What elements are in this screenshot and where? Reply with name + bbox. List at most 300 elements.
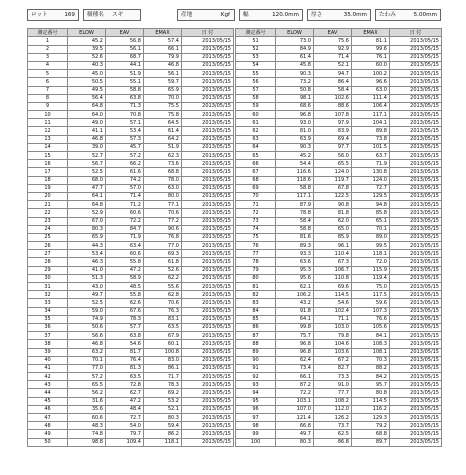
cell-eav: 60.6 <box>106 209 144 217</box>
cell-emax: 59.6 <box>352 299 390 307</box>
cell-elow: 56.6 <box>68 332 106 340</box>
cell-elow: 40.3 <box>68 61 106 69</box>
cell-elow: 103.1 <box>276 397 314 405</box>
table-right-header <box>236 29 442 37</box>
cell-elow: 66.8 <box>276 422 314 430</box>
cell-date: 2013/05/15 <box>390 111 442 119</box>
cell-emax: 70.1 <box>352 225 390 233</box>
cell-eav: 54.0 <box>106 422 144 430</box>
cell-eav: 55.8 <box>106 258 144 266</box>
cell-eav: 85.9 <box>314 233 352 241</box>
table-row <box>236 152 442 160</box>
cell-number: 58 <box>236 94 276 102</box>
cell-eav: 63.5 <box>106 373 144 381</box>
cell-number: 97 <box>236 414 276 422</box>
width-value: 120.0mm <box>272 12 299 18</box>
cell-date: 2013/05/15 <box>182 315 234 323</box>
cell-elow: 56.7 <box>68 160 106 168</box>
cell-date: 2013/05/15 <box>182 94 234 102</box>
measurement-sheet <box>27 9 441 447</box>
cell-date: 2013/05/15 <box>182 61 234 69</box>
cell-eav: 86.4 <box>314 78 352 86</box>
cell-eav: 57.3 <box>106 135 144 143</box>
cell-date: 2013/05/15 <box>390 323 442 331</box>
cell-date: 2013/05/15 <box>182 266 234 274</box>
cell-emax: 86.2 <box>144 430 182 438</box>
table-row <box>28 111 234 119</box>
table-row <box>236 397 442 405</box>
deflection-value: 5.00mm <box>413 12 437 18</box>
cell-emax: 72.0 <box>352 258 390 266</box>
cell-emax: 69.3 <box>144 250 182 258</box>
cell-date: 2013/05/15 <box>390 266 442 274</box>
cell-emax: 84.1 <box>352 332 390 340</box>
cell-number: 22 <box>28 209 68 217</box>
table-row <box>28 135 234 143</box>
cell-eav: 48.5 <box>106 283 144 291</box>
table-row <box>236 233 442 241</box>
table-row <box>28 37 234 45</box>
cell-number: 84 <box>236 307 276 315</box>
cell-eav: 63.4 <box>106 242 144 250</box>
cell-emax: 63.0 <box>144 184 182 192</box>
table-row <box>28 176 234 184</box>
cell-elow: 77.0 <box>68 364 106 372</box>
cell-date: 2013/05/15 <box>182 250 234 258</box>
cell-date: 2013/05/15 <box>182 397 234 405</box>
cell-date: 2013/05/15 <box>182 135 234 143</box>
cell-eav: 106.7 <box>314 266 352 274</box>
cell-emax: 70.0 <box>144 94 182 102</box>
cell-emax: 117.5 <box>352 291 390 299</box>
table-row <box>236 291 442 299</box>
cell-elow: 96.8 <box>276 348 314 356</box>
cell-emax: 76.1 <box>352 53 390 61</box>
cell-emax: 76.6 <box>352 315 390 323</box>
cell-number: 52 <box>236 45 276 53</box>
cell-eav: 73.3 <box>314 373 352 381</box>
cell-elow: 45.0 <box>68 70 106 78</box>
cell-date: 2013/05/15 <box>182 274 234 282</box>
cell-number: 56 <box>236 78 276 86</box>
cell-emax: 78.3 <box>144 381 182 389</box>
table-row <box>28 438 234 446</box>
cell-elow: 45.2 <box>276 152 314 160</box>
table-row <box>28 45 234 53</box>
cell-eav: 71.2 <box>106 201 144 209</box>
cell-date: 2013/05/15 <box>390 127 442 135</box>
cell-number: 17 <box>28 168 68 176</box>
cell-number: 86 <box>236 323 276 331</box>
cell-eav: 71.1 <box>314 315 352 323</box>
table-row <box>236 37 442 45</box>
cell-emax: 51.9 <box>144 143 182 151</box>
cell-date: 2013/05/15 <box>390 135 442 143</box>
table-left <box>27 28 234 447</box>
cell-emax: 66.1 <box>144 45 182 53</box>
table-row <box>28 307 234 315</box>
cell-elow: 73.0 <box>276 37 314 45</box>
cell-elow: 84.9 <box>276 45 314 53</box>
table-row <box>28 397 234 405</box>
table-row <box>236 422 442 430</box>
cell-eav: 58.8 <box>106 86 144 94</box>
cell-date: 2013/05/15 <box>182 152 234 160</box>
cell-eav: 72.8 <box>106 381 144 389</box>
cell-number: 75 <box>236 233 276 241</box>
table-row <box>28 102 234 110</box>
cell-date: 2013/05/15 <box>182 364 234 372</box>
cell-eav: 52.1 <box>314 61 352 69</box>
cell-elow: 90.3 <box>276 70 314 78</box>
cell-emax: 85.8 <box>352 209 390 217</box>
table-row <box>236 53 442 61</box>
table-row <box>236 364 442 372</box>
cell-elow: 60.6 <box>68 414 106 422</box>
table-row <box>28 266 234 274</box>
cell-elow: 49.7 <box>276 430 314 438</box>
table-row <box>236 315 442 323</box>
table-row <box>236 94 442 102</box>
table-row <box>236 438 442 446</box>
table-row <box>28 405 234 413</box>
cell-eav: 102.6 <box>314 94 352 102</box>
cell-emax: 90.6 <box>144 225 182 233</box>
cell-elow: 99.8 <box>276 323 314 331</box>
cell-eav: 44.1 <box>106 61 144 69</box>
cell-eav: 68.7 <box>106 53 144 61</box>
cell-elow: 121.4 <box>276 414 314 422</box>
table-row <box>28 315 234 323</box>
table-row <box>28 274 234 282</box>
cell-elow: 56.2 <box>68 389 106 397</box>
cell-number: 73 <box>236 217 276 225</box>
cell-date: 2013/05/15 <box>182 258 234 266</box>
col-header-emax: EMAX <box>144 29 182 37</box>
cell-emax: 118.1 <box>352 250 390 258</box>
cell-eav: 94.7 <box>314 70 352 78</box>
cell-emax: 89.7 <box>352 438 390 446</box>
cell-eav: 74.2 <box>106 176 144 184</box>
cell-elow: 41.0 <box>68 266 106 274</box>
cell-date: 2013/05/15 <box>182 414 234 422</box>
cell-eav: 81.8 <box>314 209 352 217</box>
cell-number: 29 <box>28 266 68 274</box>
species-label: 樹種名 <box>87 12 104 18</box>
cell-number: 38 <box>28 340 68 348</box>
cell-date: 2013/05/15 <box>390 168 442 176</box>
cell-emax: 65.1 <box>352 217 390 225</box>
thickness-label: 厚さ <box>311 12 323 18</box>
table-row <box>28 184 234 192</box>
table-row <box>28 414 234 422</box>
cell-elow: 61.4 <box>276 53 314 61</box>
cell-eav: 65.5 <box>314 160 352 168</box>
cell-emax: 62.8 <box>144 291 182 299</box>
table-row <box>236 250 442 258</box>
cell-date: 2013/05/15 <box>390 37 442 45</box>
cell-emax: 60.1 <box>144 340 182 348</box>
col-header-eav: EAV <box>106 29 144 37</box>
table-row <box>28 86 234 94</box>
cell-emax: 62.3 <box>144 152 182 160</box>
cell-date: 2013/05/15 <box>182 37 234 45</box>
table-row <box>28 340 234 348</box>
cell-number: 77 <box>236 250 276 258</box>
cell-elow: 98.8 <box>68 438 106 446</box>
cell-elow: 31.6 <box>68 397 106 405</box>
cell-emax: 117.1 <box>352 111 390 119</box>
cell-date: 2013/05/15 <box>182 438 234 446</box>
cell-emax: 108.1 <box>352 348 390 356</box>
cell-elow: 63.2 <box>68 348 106 356</box>
cell-date: 2013/05/15 <box>182 422 234 430</box>
cell-emax: 59.4 <box>144 422 182 430</box>
cell-eav: 51.9 <box>106 70 144 78</box>
cell-eav: 53.4 <box>106 127 144 135</box>
cell-eav: 55.8 <box>106 291 144 299</box>
cell-eav: 72.7 <box>106 414 144 422</box>
cell-elow: 35.6 <box>68 405 106 413</box>
table-row <box>28 217 234 225</box>
cell-eav: 77.7 <box>314 389 352 397</box>
cell-number: 87 <box>236 332 276 340</box>
cell-emax: 63.7 <box>352 152 390 160</box>
table-row <box>236 283 442 291</box>
cell-emax: 80.0 <box>144 192 182 200</box>
cell-eav: 75.6 <box>314 37 352 45</box>
table-row <box>236 381 442 389</box>
cell-number: 46 <box>28 405 68 413</box>
width-field <box>239 9 303 21</box>
cell-emax: 76.8 <box>144 233 182 241</box>
cell-emax: 73.6 <box>144 160 182 168</box>
table-row <box>236 266 442 274</box>
cell-date: 2013/05/15 <box>182 86 234 94</box>
cell-date: 2013/05/15 <box>182 323 234 331</box>
cell-number: 76 <box>236 242 276 250</box>
cell-number: 28 <box>28 258 68 266</box>
table-row <box>28 233 234 241</box>
cell-eav: 54.6 <box>314 299 352 307</box>
cell-date: 2013/05/15 <box>390 283 442 291</box>
cell-date: 2013/05/15 <box>182 356 234 364</box>
cell-date: 2013/05/15 <box>390 397 442 405</box>
cell-date: 2013/05/15 <box>390 299 442 307</box>
cell-number: 72 <box>236 209 276 217</box>
cell-emax: 100.2 <box>352 70 390 78</box>
species-field <box>83 9 141 21</box>
cell-eav: 71.4 <box>106 192 144 200</box>
cell-elow: 80.3 <box>68 225 106 233</box>
cell-emax: 75.0 <box>352 283 390 291</box>
cell-eav: 122.5 <box>314 192 352 200</box>
cell-date: 2013/05/15 <box>390 364 442 372</box>
cell-eav: 112.0 <box>314 405 352 413</box>
cell-emax: 89.0 <box>352 233 390 241</box>
cell-elow: 65.9 <box>68 233 106 241</box>
table-row <box>236 127 442 135</box>
cell-eav: 71.9 <box>106 233 144 241</box>
cell-number: 85 <box>236 315 276 323</box>
cell-eav: 102.4 <box>314 307 352 315</box>
cell-number: 23 <box>28 217 68 225</box>
cell-date: 2013/05/15 <box>390 78 442 86</box>
table-row <box>28 291 234 299</box>
lot-value: 169 <box>64 12 75 18</box>
table-row <box>28 381 234 389</box>
cell-date: 2013/05/15 <box>390 225 442 233</box>
data-tables <box>27 28 441 447</box>
table-row <box>236 102 442 110</box>
cell-date: 2013/05/15 <box>182 217 234 225</box>
cell-number: 67 <box>236 168 276 176</box>
cell-elow: 95.3 <box>276 266 314 274</box>
cell-elow: 62.1 <box>276 283 314 291</box>
cell-elow: 87.9 <box>276 201 314 209</box>
table-row <box>236 209 442 217</box>
cell-number: 1 <box>28 37 68 45</box>
table-row <box>236 217 442 225</box>
cell-eav: 63.8 <box>106 332 144 340</box>
cell-date: 2013/05/15 <box>390 160 442 168</box>
cell-date: 2013/05/15 <box>390 438 442 446</box>
cell-number: 32 <box>28 291 68 299</box>
table-row <box>236 168 442 176</box>
cell-elow: 78.8 <box>276 209 314 217</box>
table-row <box>28 70 234 78</box>
cell-eav: 124.0 <box>314 168 352 176</box>
cell-number: 47 <box>28 414 68 422</box>
cell-date: 2013/05/15 <box>390 152 442 160</box>
cell-number: 100 <box>236 438 276 446</box>
table-row <box>28 258 234 266</box>
cell-number: 80 <box>236 274 276 282</box>
cell-emax: 86.1 <box>144 364 182 372</box>
cell-eav: 58.4 <box>314 86 352 94</box>
origin-value: Kgf <box>220 12 230 18</box>
cell-elow: 68.6 <box>276 102 314 110</box>
cell-elow: 95.6 <box>276 274 314 282</box>
cell-date: 2013/05/15 <box>390 233 442 241</box>
cell-eav: 67.3 <box>314 258 352 266</box>
table-row <box>28 225 234 233</box>
cell-eav: 104.6 <box>314 340 352 348</box>
table-row <box>28 94 234 102</box>
table-row <box>28 53 234 61</box>
cell-eav: 67.6 <box>106 307 144 315</box>
table-row <box>28 160 234 168</box>
col-header-number: 測定番号 <box>28 29 68 37</box>
cell-date: 2013/05/15 <box>182 53 234 61</box>
cell-number: 98 <box>236 422 276 430</box>
cell-elow: 80.3 <box>276 438 314 446</box>
cell-elow: 116.6 <box>276 168 314 176</box>
table-row <box>28 283 234 291</box>
cell-eav: 81.7 <box>106 348 144 356</box>
cell-elow: 87.2 <box>276 381 314 389</box>
table-right <box>235 28 442 447</box>
cell-number: 5 <box>28 70 68 78</box>
cell-elow: 49.0 <box>68 119 106 127</box>
cell-emax: 63.5 <box>144 323 182 331</box>
cell-eav: 48.4 <box>106 405 144 413</box>
cell-elow: 117.1 <box>276 192 314 200</box>
table-row <box>236 135 442 143</box>
lot-field <box>27 9 79 21</box>
cell-emax: 77.0 <box>144 242 182 250</box>
cell-emax: 75.5 <box>144 102 182 110</box>
table-row <box>28 299 234 307</box>
cell-number: 81 <box>236 283 276 291</box>
cell-emax: 95.7 <box>352 381 390 389</box>
cell-date: 2013/05/15 <box>390 201 442 209</box>
cell-eav: 62.5 <box>314 430 352 438</box>
table-row <box>28 373 234 381</box>
cell-number: 60 <box>236 111 276 119</box>
table-row <box>236 356 442 364</box>
cell-date: 2013/05/15 <box>182 119 234 127</box>
table-row <box>236 414 442 422</box>
cell-emax: 107.3 <box>352 307 390 315</box>
cell-date: 2013/05/15 <box>390 274 442 282</box>
cell-emax: 64.2 <box>144 135 182 143</box>
cell-date: 2013/05/15 <box>182 111 234 119</box>
cell-elow: 81.0 <box>276 127 314 135</box>
cell-elow: 118.6 <box>276 176 314 184</box>
cell-elow: 74.9 <box>68 315 106 323</box>
cell-eav: 91.0 <box>314 381 352 389</box>
cell-date: 2013/05/15 <box>390 373 442 381</box>
table-row <box>28 127 234 135</box>
table-row <box>28 348 234 356</box>
cell-number: 11 <box>28 119 68 127</box>
table-row <box>28 201 234 209</box>
cell-eav: 126.2 <box>314 414 352 422</box>
cell-elow: 59.0 <box>68 307 106 315</box>
cell-elow: 54.4 <box>276 160 314 168</box>
cell-number: 74 <box>236 225 276 233</box>
cell-emax: 83.1 <box>144 315 182 323</box>
cell-number: 48 <box>28 422 68 430</box>
cell-eav: 119.7 <box>314 176 352 184</box>
cell-number: 40 <box>28 356 68 364</box>
cell-elow: 93.0 <box>276 119 314 127</box>
cell-number: 90 <box>236 356 276 364</box>
cell-number: 13 <box>28 135 68 143</box>
table-row <box>236 184 442 192</box>
cell-date: 2013/05/15 <box>390 414 442 422</box>
cell-eav: 69.4 <box>314 135 352 143</box>
cell-number: 83 <box>236 299 276 307</box>
cell-date: 2013/05/15 <box>390 291 442 299</box>
col-header-elow: ELOW <box>276 29 314 37</box>
cell-number: 26 <box>28 242 68 250</box>
table-row <box>236 332 442 340</box>
cell-eav: 78.3 <box>106 315 144 323</box>
cell-number: 64 <box>236 143 276 151</box>
cell-number: 53 <box>236 53 276 61</box>
cell-emax: 79.2 <box>352 422 390 430</box>
cell-eav: 57.7 <box>106 323 144 331</box>
cell-emax: 55.6 <box>144 283 182 291</box>
cell-number: 8 <box>28 94 68 102</box>
cell-emax: 60.0 <box>352 61 390 69</box>
cell-date: 2013/05/15 <box>182 348 234 356</box>
cell-elow: 45.8 <box>276 61 314 69</box>
table-row <box>28 356 234 364</box>
cell-date: 2013/05/15 <box>390 192 442 200</box>
